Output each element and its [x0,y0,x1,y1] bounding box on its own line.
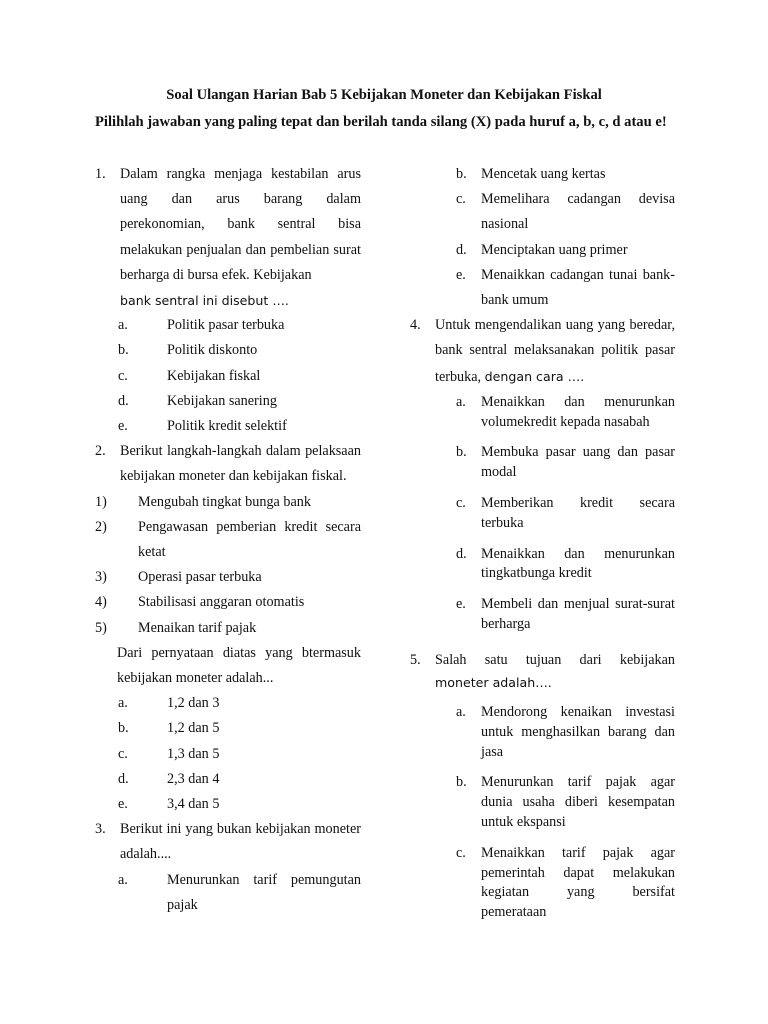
option-letter: a. [118,871,128,888]
question-text: Salah satu tujuan dari kebijakan [435,651,675,668]
option-text: Politik diskonto [167,342,258,359]
statement-number: 4) [95,594,107,611]
option-2b[interactable] [95,716,361,741]
option-text: Menurunkan tarif pajak agar dunia usaha diberi kesempatan untuk ekspansi [481,774,675,830]
option-5a[interactable] [410,703,675,762]
question-text: Dalam rangka menjaga kestabilan arus uang dan arus barang dalam perekonomian, bank sentral bisa melakukan penjualan dan pembelian surat berharga di bursa efek. Kebijakan [120,166,361,283]
option-2e[interactable] [95,792,361,817]
option-text: 2,3 dan 4 [167,770,220,787]
option-letter: d. [118,392,129,409]
option-letter: d. [456,545,467,562]
instruction: Pilihlah jawaban yang paling tepat dan berilah tanda silang (X) pada huruf a, b, c, d atau e! [95,114,667,130]
statement-1 [95,490,361,515]
option-4a[interactable] [410,390,675,433]
left-column [95,162,361,918]
option-letter: b. [456,166,467,182]
option-text: 3,4 dan 5 [167,796,220,813]
statement-5 [95,616,361,641]
question-3 [95,817,361,867]
follow-up-text: Dari pernyataan diatas yang btermasuk kebijakan moneter adalah... [117,644,361,687]
option-text: 1,3 dan 5 [167,745,220,762]
option-3b[interactable] [410,162,675,187]
option-1a[interactable] [95,313,361,338]
option-4b[interactable] [410,443,675,483]
statement-2 [95,515,361,565]
statement-text: Operasi pasar terbuka [138,569,262,586]
statement-3 [95,565,361,590]
statement-text: Menaikan tarif pajak [138,619,257,636]
option-letter: e. [118,418,128,435]
option-text: Menaikkan dan menurunkan tingkatbunga kredit [481,545,675,582]
question-number: 1. [95,166,106,182]
option-letter: a. [118,317,128,334]
option-letter: e. [456,596,466,613]
option-text: Kebijakan fiskal [167,367,261,384]
statement-text: Mengubah tingkat bunga bank [138,493,311,510]
option-letter: b. [118,720,129,737]
option-letter: b. [118,342,129,359]
option-text: Menurunkan tarif pemungutan pajak [167,871,361,913]
option-letter: a. [456,704,466,720]
option-text: Mencetak uang kertas [481,166,606,182]
statement-text: Stabilisasi anggaran otomatis [138,594,305,611]
option-text: Membeli dan menjual surat-surat berharga [481,596,675,632]
option-text: Kebijakan sanering [167,392,277,409]
option-4e[interactable] [410,595,675,635]
option-text: Memberikan kredit secara terbuka [481,495,675,531]
option-text: Mendorong kenaikan investasi untuk menghasilkan barang dan jasa [481,704,675,760]
option-3d[interactable] [410,238,675,263]
option-letter: c. [118,367,128,384]
question-2-follow-up [95,641,361,691]
option-2a[interactable] [95,691,361,716]
question-number: 2. [95,443,106,460]
option-letter: e. [456,266,466,283]
option-2c[interactable] [95,742,361,767]
option-letter: c. [118,745,128,762]
option-letter: d. [456,241,467,258]
option-text: Menaikkan tarif pajak agar pemerintah dapat melakukan kegiatan yang bersifat pemerataan [481,844,675,921]
document-title: Soal Ulangan Harian Bab 5 Kebijakan Moneter dan Kebijakan Fiskal [166,87,602,103]
question-4 [410,313,675,390]
question-2 [95,439,361,489]
right-column [410,162,675,923]
question-text: Untuk mengendalikan uang yang beredar, bank sentral melaksanakan politik pasar terbuka, [435,317,675,385]
option-letter: d. [118,770,129,787]
option-1b[interactable] [95,338,361,363]
option-text: Menaikkan cadangan tunai bank-bank umum [481,266,675,309]
statement-number: 5) [95,619,107,636]
option-2d[interactable] [95,767,361,792]
option-1e[interactable] [95,414,361,439]
option-letter: b. [456,774,467,791]
statement-text: Pengawasan pemberian kredit secara ketat [138,518,361,561]
option-text: Politik pasar terbuka [167,317,285,334]
option-letter: c. [456,844,466,861]
option-1c[interactable] [95,364,361,389]
option-4c[interactable] [410,494,675,534]
option-3a[interactable] [95,868,361,918]
option-letter: e. [118,796,128,813]
option-text: Menaikkan dan menurunkan volumekredit kepada nasabah [481,393,675,430]
statement-4 [95,590,361,615]
option-text: 1,2 dan 3 [167,695,220,712]
option-1d[interactable] [95,389,361,414]
option-text: Politik kredit selektif [167,418,287,435]
statement-number: 1) [95,493,107,510]
option-3e[interactable] [410,263,675,313]
option-letter: a. [118,695,128,712]
question-5 [410,648,675,692]
option-text: 1,2 dan 5 [167,720,220,737]
question-text-tail: moneter adalah…. [435,675,552,690]
statement-number: 3) [95,569,107,586]
question-number: 4. [410,317,421,334]
question-text: Berikut ini yang bukan kebijakan moneter adalah.... [120,821,361,863]
option-letter: c. [456,495,466,512]
option-5b[interactable] [410,773,675,832]
question-number: 5. [410,651,421,668]
question-1 [95,162,361,313]
question-text-tail: bank sentral ini disebut …. [120,293,289,309]
question-text: Berikut langkah-langkah dalam pelaksaan kebijakan moneter dan kebijakan fiskal. [120,443,361,485]
option-text: Memelihara cadangan devisa nasional [481,191,675,233]
option-4d[interactable] [410,545,675,585]
option-letter: a. [456,393,466,410]
question-text-tail: dengan cara …. [484,368,585,384]
option-text: Membuka pasar uang dan pasar modal [481,444,675,481]
statement-number: 2) [95,518,107,535]
option-letter: b. [456,444,467,461]
question-number: 3. [95,821,106,838]
option-3c[interactable] [410,187,675,237]
option-5c[interactable] [410,844,675,923]
option-text: Menciptakan uang primer [481,241,628,258]
option-letter: c. [456,191,466,208]
